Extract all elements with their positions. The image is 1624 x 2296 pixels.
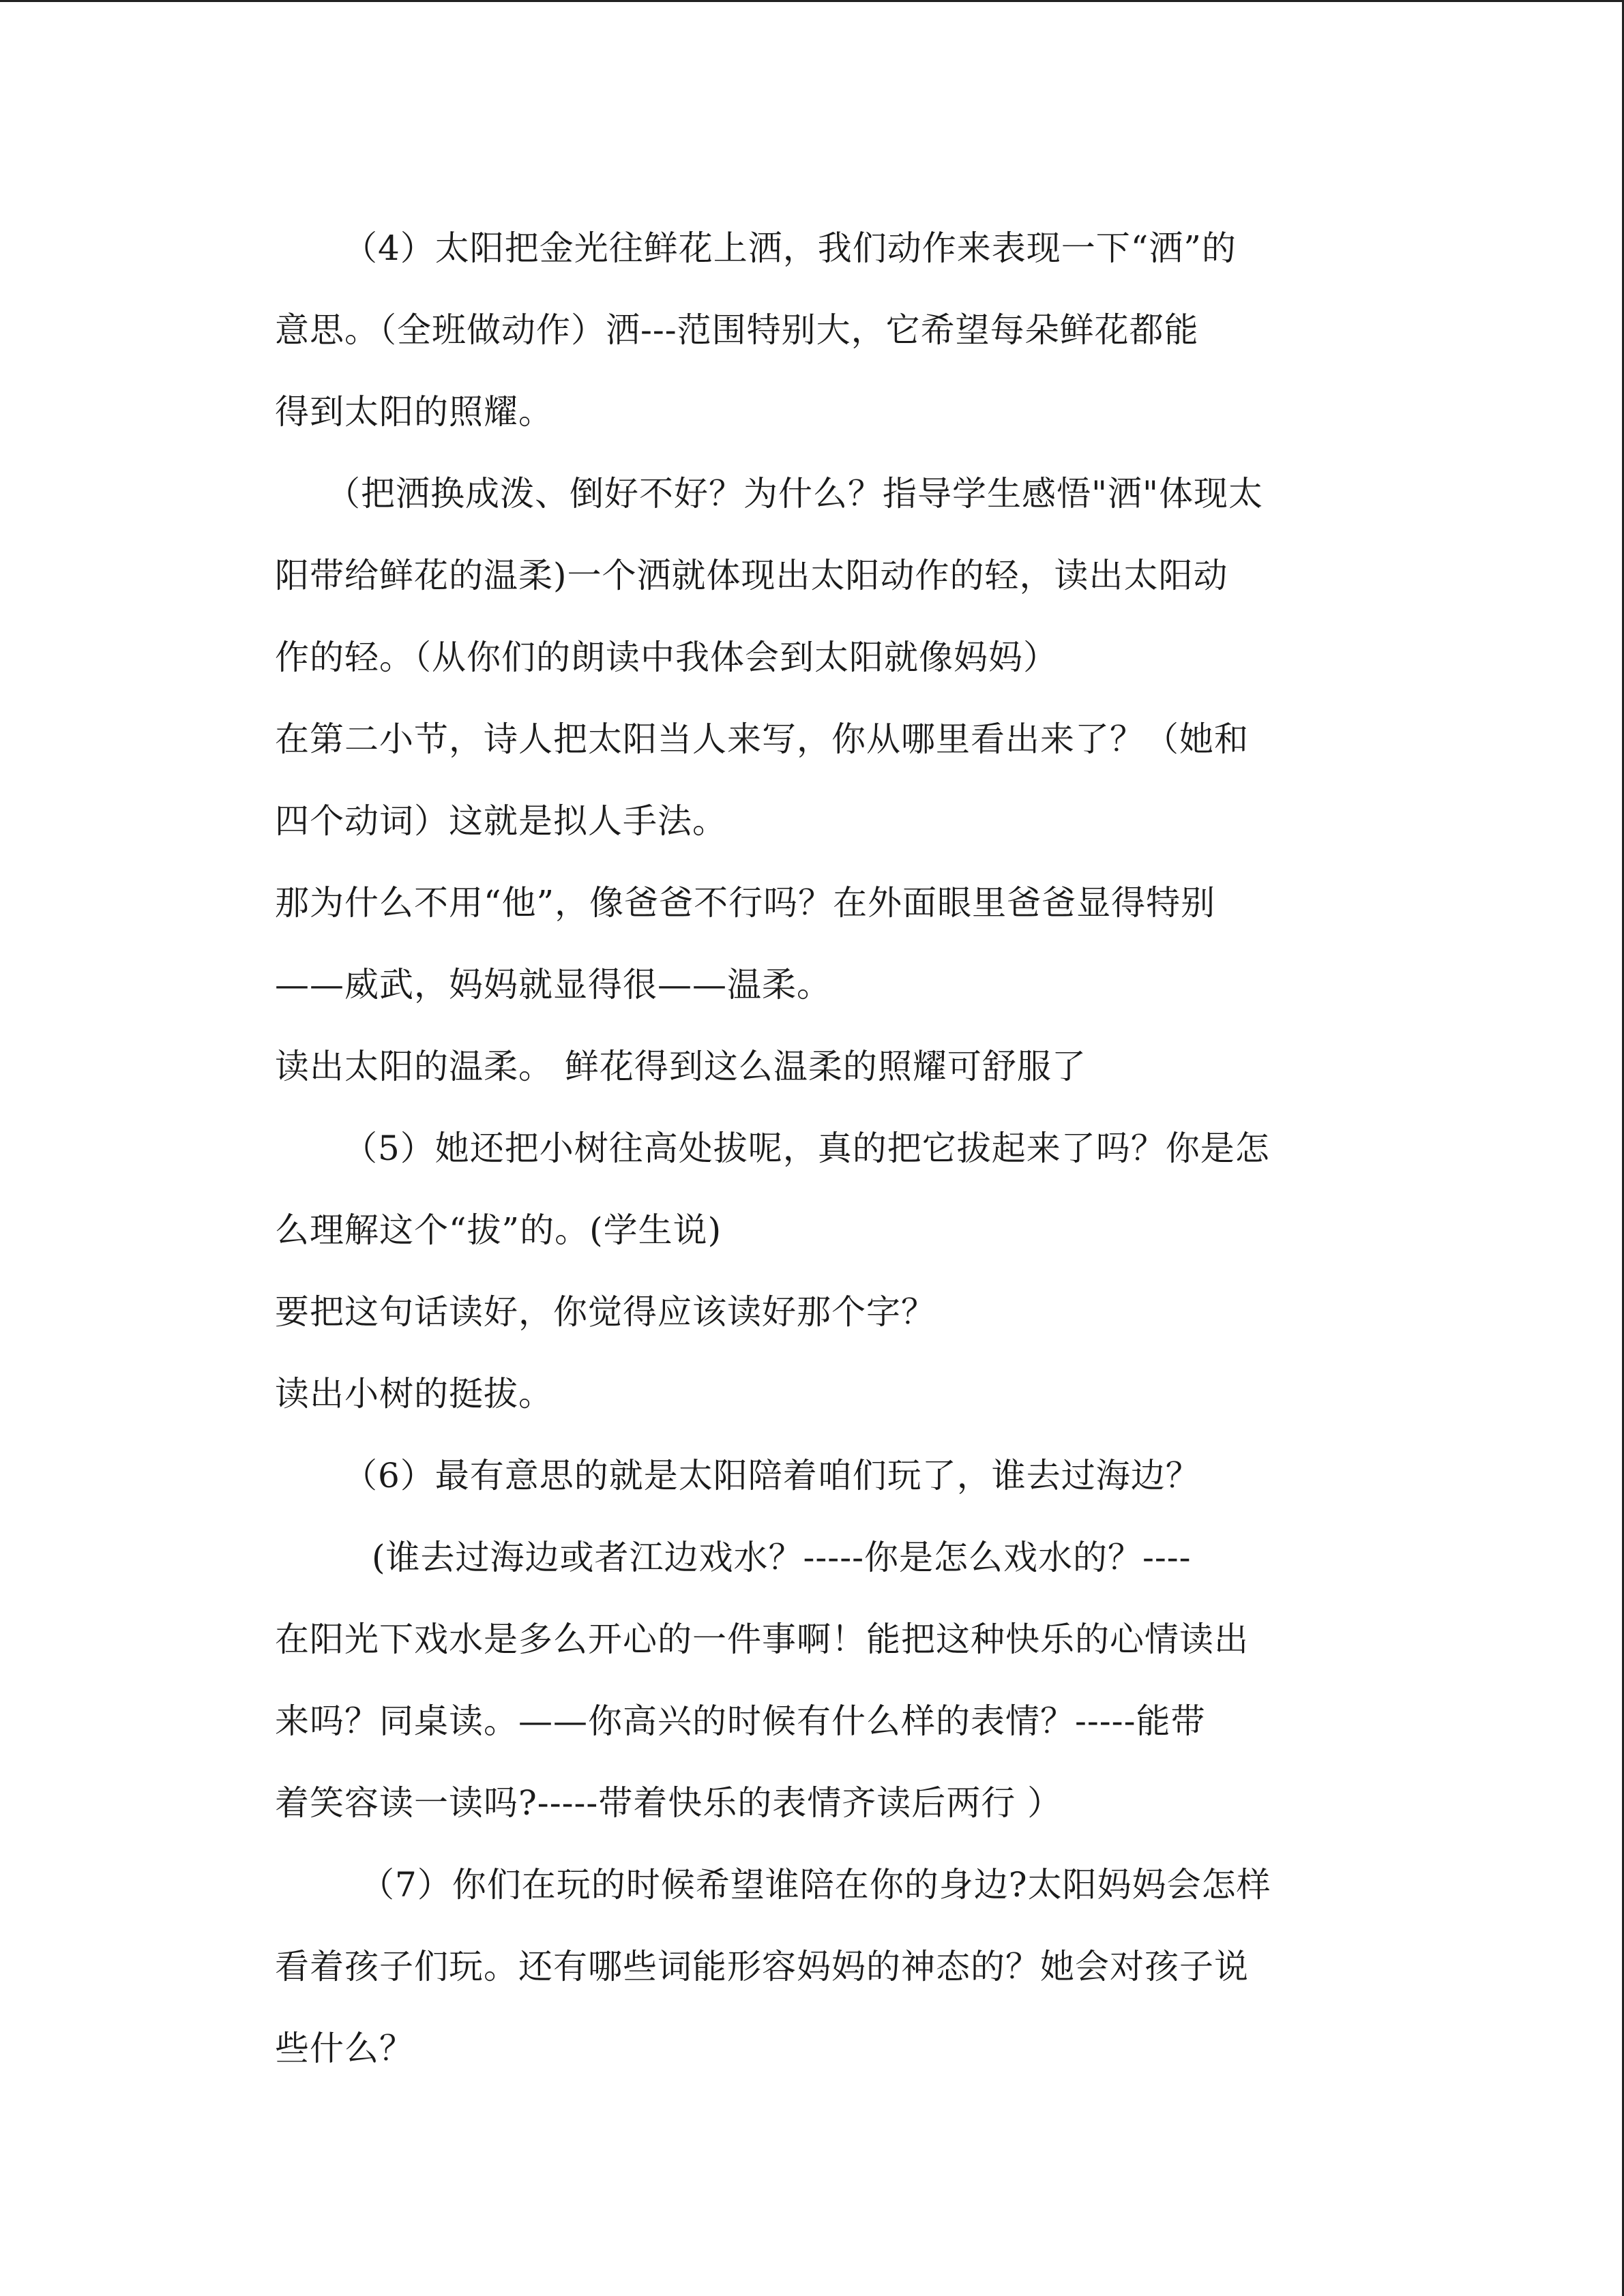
text-line: 读出太阳的温柔。 鲜花得到这么温柔的照耀可舒服了 <box>275 1047 1087 1086</box>
text-line: 要把这句话读好，你觉得应该读好那个字？ <box>275 1292 936 1332</box>
text-line: 在第二小节，诗人把太阳当人来写，你从哪里看出来了？（她和 <box>275 719 1249 759</box>
text-line: 阳带给鲜花的温柔)一个洒就体现出太阳动作的轻，读出太阳动 <box>275 556 1228 595</box>
text-line: 着笑容读一读吗?-----带着快乐的表情齐读后两行 ） <box>275 1783 1063 1823</box>
text-line: 得到太阳的照耀。 <box>275 392 553 432</box>
text-line: (谁去过海边或者江边戏水？-----你是怎么戏水的？---- <box>372 1538 1192 1577</box>
text-line: （5）她还把小树往高处拔呢，真的把它拔起来了吗？你是怎 <box>343 1129 1270 1168</box>
text-line: 么理解这个“拔”的。(学生说) <box>275 1210 722 1250</box>
text-line: 四个动词）这就是拟人手法。 <box>275 801 727 841</box>
text-line: 那为什么不用“他”，像爸爸不行吗？在外面眼里爸爸显得特别 <box>275 883 1216 923</box>
text-line: 在阳光下戏水是多么开心的一件事啊！能把这种快乐的心情读出 <box>275 1620 1249 1659</box>
text-line: （4）太阳把金光往鲜花上洒，我们动作来表现一下“洒”的 <box>343 228 1237 268</box>
text-line: 意思。（全班做动作）洒---范围特别大，它希望每朵鲜花都能 <box>275 310 1199 350</box>
text-line: 看着孩子们玩。还有哪些词能形容妈妈的神态的？她会对孩子说 <box>275 1947 1249 1986</box>
text-line: （7）你们在玩的时候希望谁陪在你的身边?太阳妈妈会怎样 <box>360 1865 1271 1905</box>
text-line: ——威武，妈妈就显得很——温柔。 <box>275 965 831 1004</box>
text-line: 些什么？ <box>275 2029 414 2068</box>
text-line: 作的轻。（从你们的朗读中我体会到太阳就像妈妈） <box>275 638 1058 677</box>
text-line: （6）最有意思的就是太阳陪着咱们玩了，谁去过海边？ <box>343 1456 1200 1495</box>
text-line: 读出小树的挺拔。 <box>275 1374 553 1414</box>
text-line: 来吗？同桌读。——你高兴的时候有什么样的表情？-----能带 <box>275 1701 1206 1741</box>
text-line: （把洒换成泼、倒好不好？为什么？指导学生感悟"洒"体现太 <box>326 474 1263 513</box>
